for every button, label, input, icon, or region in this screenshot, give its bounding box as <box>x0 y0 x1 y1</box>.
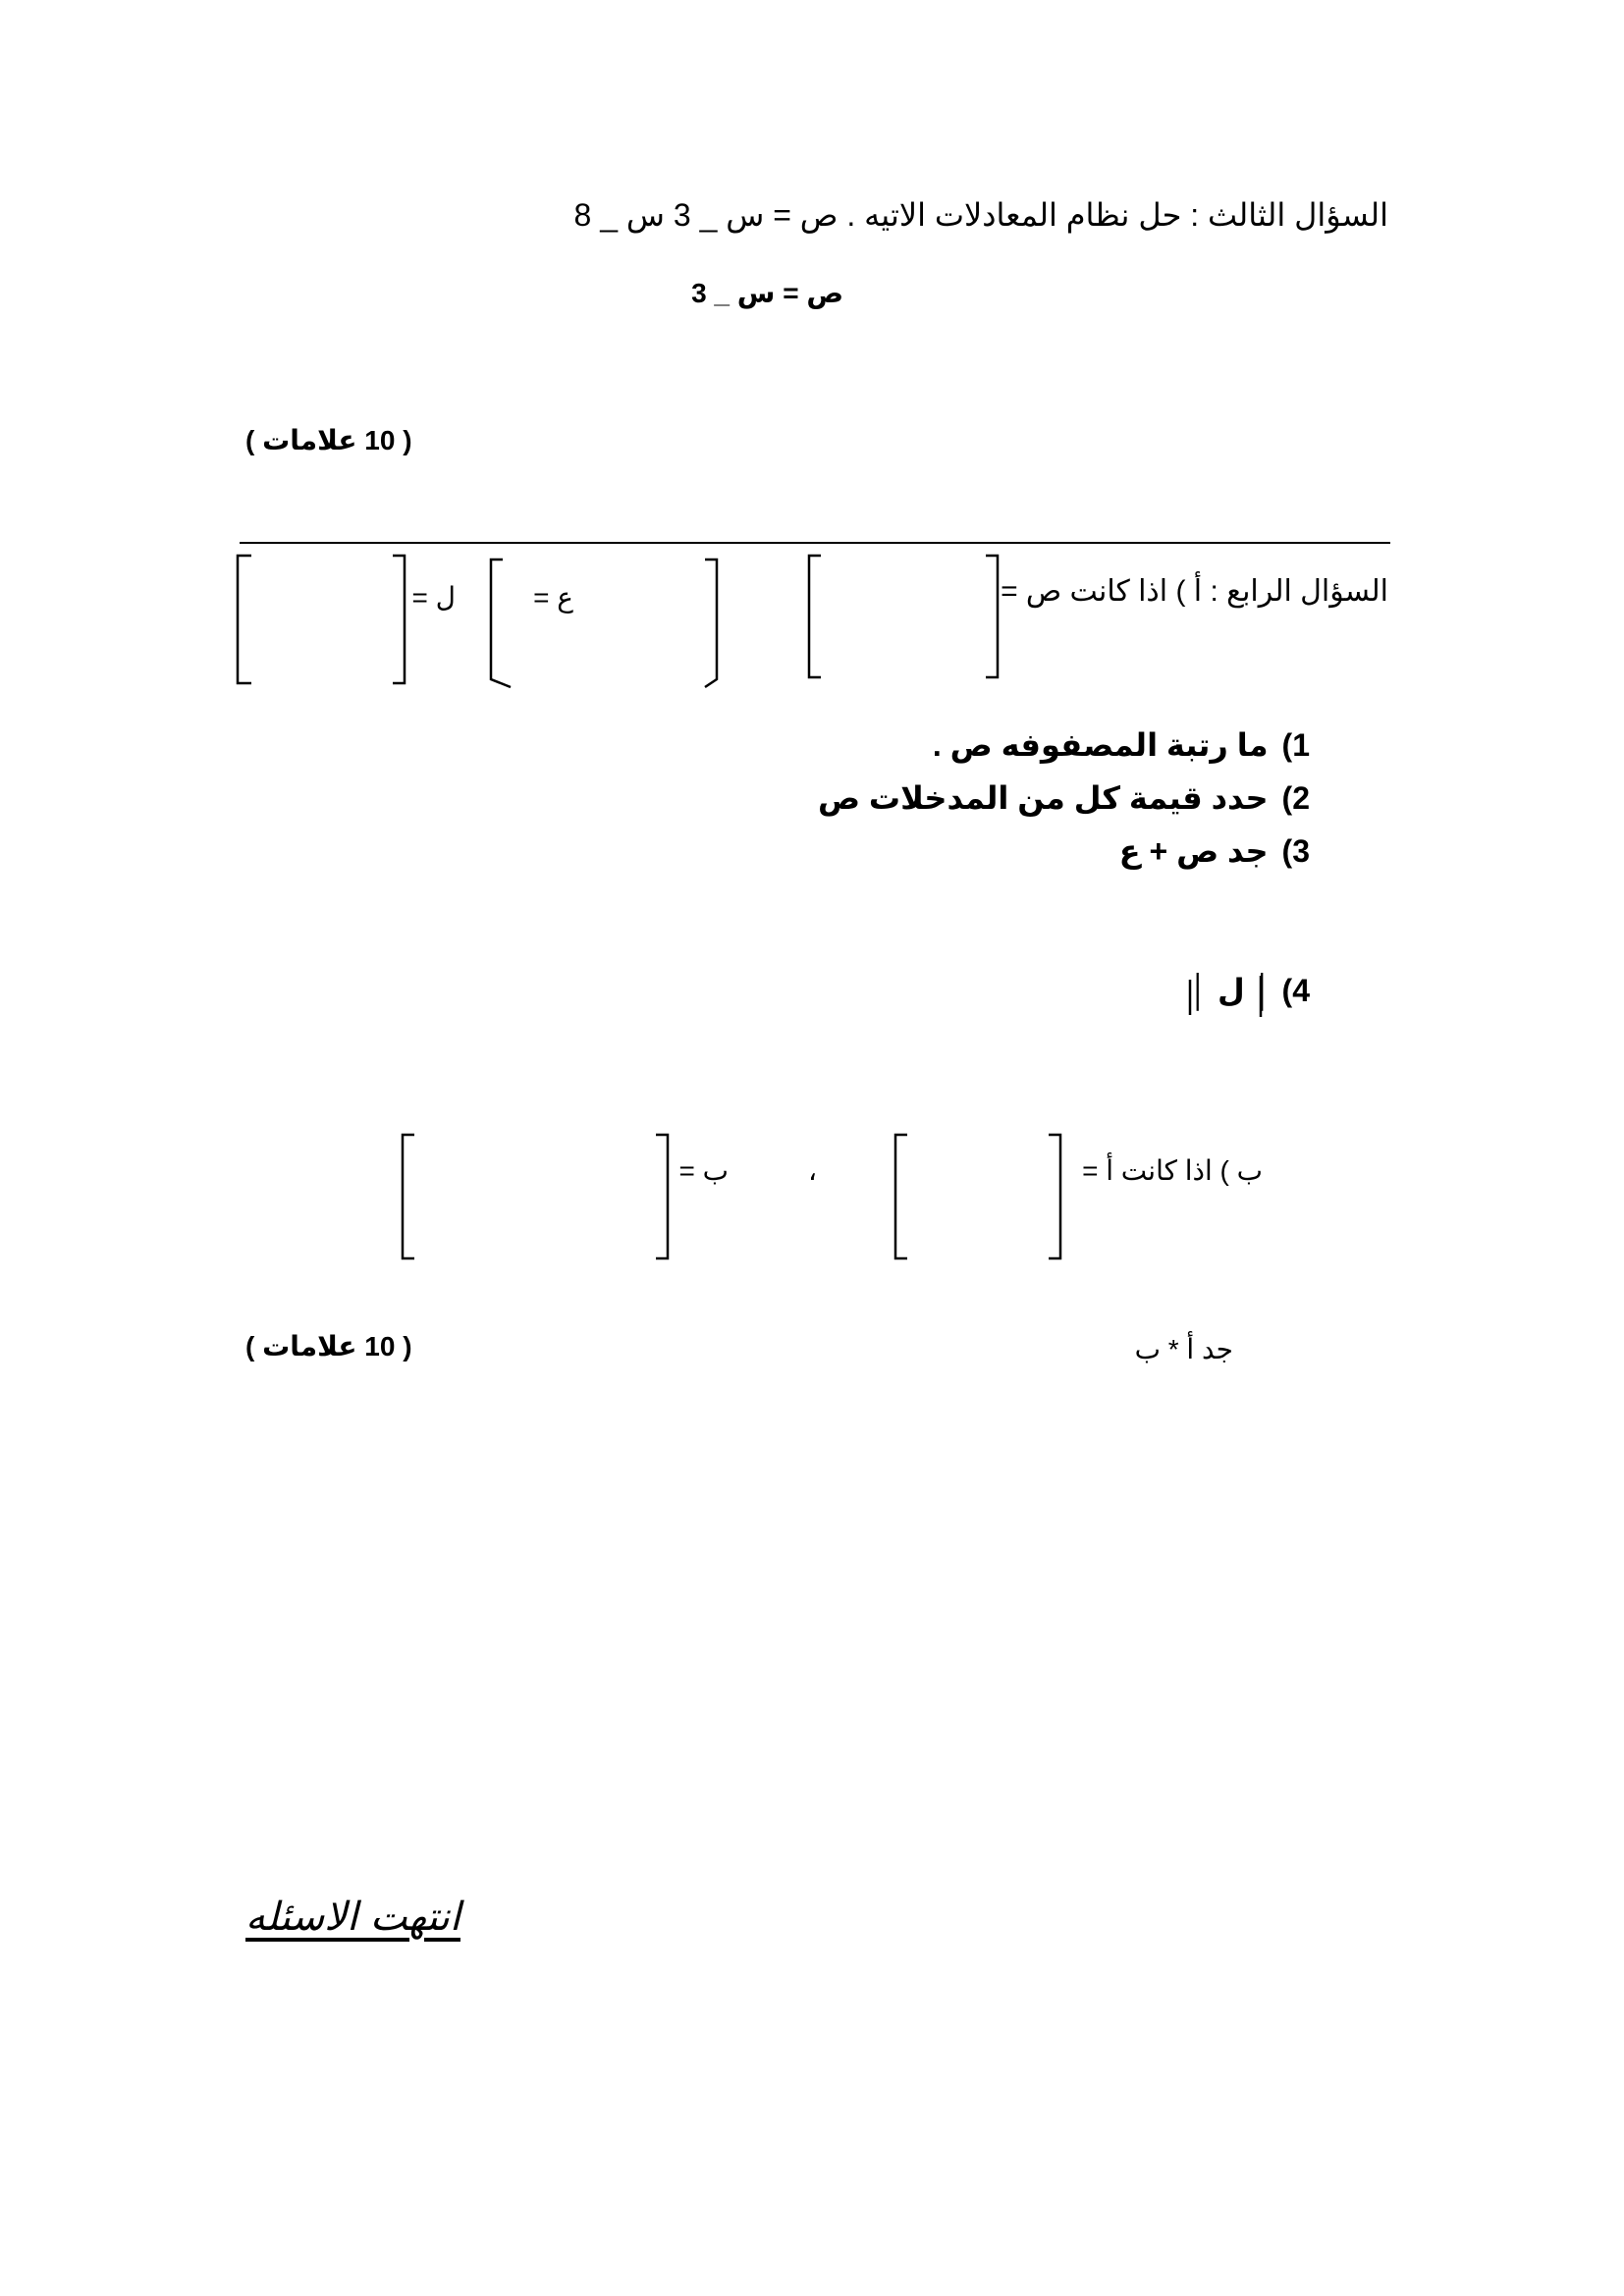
item-text: جد ص + ع <box>1118 833 1269 869</box>
matrix-l-left-bracket <box>238 556 251 683</box>
question3-marks: ( 10 علامات ) <box>245 425 412 455</box>
find-product-instruction: جد أ * ب <box>1134 1334 1233 1364</box>
matrix-s-left-bracket <box>809 556 821 677</box>
question3-equation-2: ص = س _ 3 <box>691 278 843 308</box>
item-text: ما رتبة المصفوفه ص . <box>932 727 1269 763</box>
item-number: 3) <box>1281 833 1310 869</box>
item-number: 2) <box>1281 780 1310 816</box>
item-number: 1) <box>1281 727 1310 763</box>
matrix-b-right-bracket <box>656 1135 668 1258</box>
separator-comma: ، <box>807 1155 817 1186</box>
question4-item4: 4) │ ل │ <box>1189 973 1310 1008</box>
matrix-z-left-bracket <box>491 560 511 687</box>
end-of-questions: انتهت الاسئله <box>245 1895 460 1940</box>
question4-title: السؤال الرابع : أ ) اذا كانت ص = <box>1001 575 1388 608</box>
matrix-a-left-bracket <box>895 1135 907 1258</box>
matrix-b-left-bracket <box>403 1135 414 1258</box>
matrix-z-right-bracket <box>705 560 717 687</box>
matrix-l-right-bracket <box>393 556 405 683</box>
matrix-z-label: ع = <box>533 582 573 613</box>
part-b-title: ب ) اذا كانت أ = <box>1082 1155 1263 1186</box>
matrix-l-label: ل = <box>411 582 456 613</box>
question3-title: السؤال الثالث : حل نظام المعادلات الاتيه . ص = س _ 3 س _ 8 <box>573 197 1388 233</box>
matrix-b-label: ب = <box>678 1155 729 1186</box>
item-text: حدد قيمة كل من المدخلات ص <box>817 780 1269 816</box>
question4-marks: ( 10 علامات ) <box>245 1331 412 1362</box>
matrix-a-right-bracket <box>1049 1135 1060 1258</box>
matrix-s-right-bracket <box>986 556 998 677</box>
